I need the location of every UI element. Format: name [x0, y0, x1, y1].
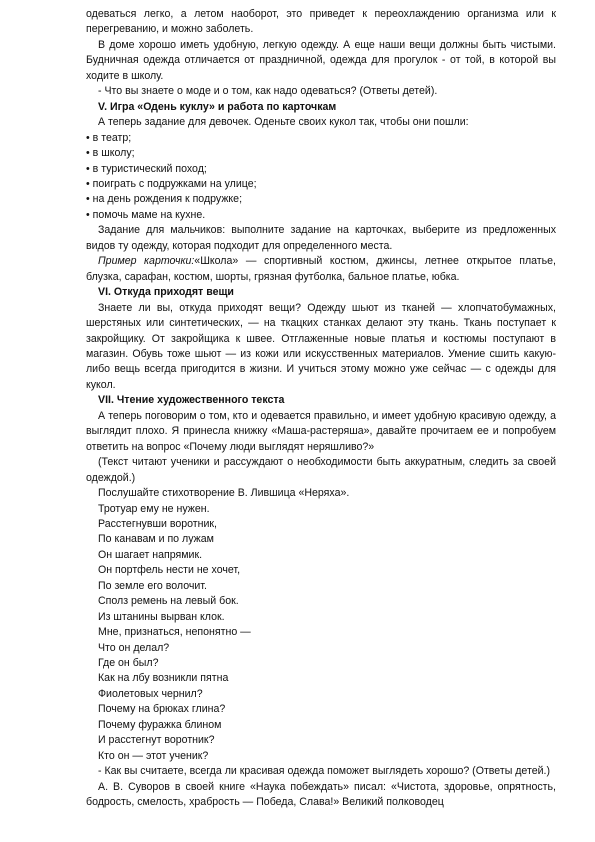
- list-item: • в театр;: [86, 131, 132, 144]
- paragraph: А теперь задание для девочек. Оденьте своих кукол так, чтобы они пошли:: [98, 116, 469, 129]
- poem-line: Что он делал?: [98, 641, 170, 654]
- list-item: • поиграть с подружками на улице;: [86, 177, 257, 190]
- poem-line: Фиолетовых чернил?: [98, 687, 203, 700]
- poem-line: Почему фуражка блином: [98, 718, 222, 731]
- paragraph: А теперь поговорим о том, кто и одевается правильно, и имеет удобную красивую одежду, а выглядит плохо. Я принесла книжку «Маша-растеряша», давайте прочитаем ее и попробуем ответить на вопрос «Почему люди выглядят неряшливо?»: [86, 409, 556, 453]
- poem-line: Расстегнувши воротник,: [98, 517, 217, 530]
- paragraph: В доме хорошо иметь удобную, легкую одежду. А еще наши вещи должны быть чистыми. Будничная одежда отличается от праздничной, одежда для прогулок - от той, в которой вы ходите в школу.: [86, 38, 556, 82]
- poem-line: И расстегнут воротник?: [98, 734, 215, 747]
- section-heading: V. Игра «Одень куклу» и работа по карточкам: [98, 100, 337, 113]
- list-item: • на день рождения к подружке;: [86, 193, 243, 206]
- paragraph: - Что вы знаете о моде и о том, как надо одеваться? (Ответы детей).: [98, 85, 438, 98]
- poem-line: Кто он — этот ученик?: [98, 749, 209, 762]
- paragraph: одеваться легко, а летом наоборот, это приведет к переохлаждению организма или к перегреванию, и можно заболеть.: [86, 8, 556, 36]
- poem-line: Послушайте стихотворение В. Лившица «Неряха».: [98, 487, 350, 500]
- poem-line: Почему на брюках глина?: [98, 703, 226, 716]
- list-item: • в туристический поход;: [86, 162, 207, 175]
- poem-line: Тротуар ему не нужен.: [98, 502, 210, 515]
- paragraph: - Как вы считаете, всегда ли красивая одежда поможет выглядеть хорошо? (Ответы детей.): [98, 765, 550, 778]
- paragraph: (Текст читают ученики и рассуждают о необходимости быть аккуратным, следить за своей одеждой.): [86, 456, 556, 484]
- poem-line: По земле его волочит.: [98, 579, 207, 592]
- section-heading: VII. Чтение художественного текста: [98, 394, 285, 407]
- list-item: • в школу;: [86, 147, 135, 160]
- poem-line: Он портфель нести не хочет,: [98, 564, 241, 577]
- paragraph: Знаете ли вы, откуда приходят вещи? Одежду шьют из тканей — хлопчатобумажных, шерстяных или синтетических, — на ткацких станках делают эту ткань. Ткань поступает к закройщику. От закройщика к швее. Отглаженные новые платья и костюмы поступают в магазин. Обувь тоже шьют — из кожи или искусственных материалов. Умение сшить какую-либо вещь всегда пригодится в жизни. И учиться этому можно уже сейчас — с одежды для кукол.: [86, 301, 556, 391]
- paragraph: А. В. Суворов в своей книге «Наука побеждать» писал: «Чистота, здоровье, опрятность, бодрость, смелость, храбрость — Победа, Слава!» Великий полководец: [86, 780, 556, 809]
- poem-line: Из штанины вырван клок.: [98, 610, 225, 623]
- poem-line: Как на лбу возникли пятна: [98, 672, 229, 685]
- example-card: [86, 254, 556, 285]
- section-heading: VI. Откуда приходят вещи: [98, 286, 234, 299]
- poem-line: По канавам и по лужам: [98, 533, 214, 546]
- poem-line: Где он был?: [98, 657, 159, 670]
- example-text: «Школа» — спортивный костюм, джинсы, летнее открытое платье, блузка, сарафан, костюм, шорты, грязная футболка, бальное платье, юбка.: [86, 255, 556, 283]
- poem-line: Сполз ремень на левый бок.: [98, 595, 239, 608]
- list-item: • помочь маме на кухне.: [86, 208, 206, 221]
- poem-line: Мне, признаться, непонятно —: [98, 626, 251, 639]
- paragraph: Задание для мальчиков: выполните задание на карточках, выберите из предложенных видов ту одежду, которая подходит для определенного места.: [86, 224, 556, 252]
- example-label: Пример карточки:: [98, 255, 195, 268]
- document-page: [86, 7, 556, 811]
- poem-line: Он шагает напрямик.: [98, 548, 203, 561]
